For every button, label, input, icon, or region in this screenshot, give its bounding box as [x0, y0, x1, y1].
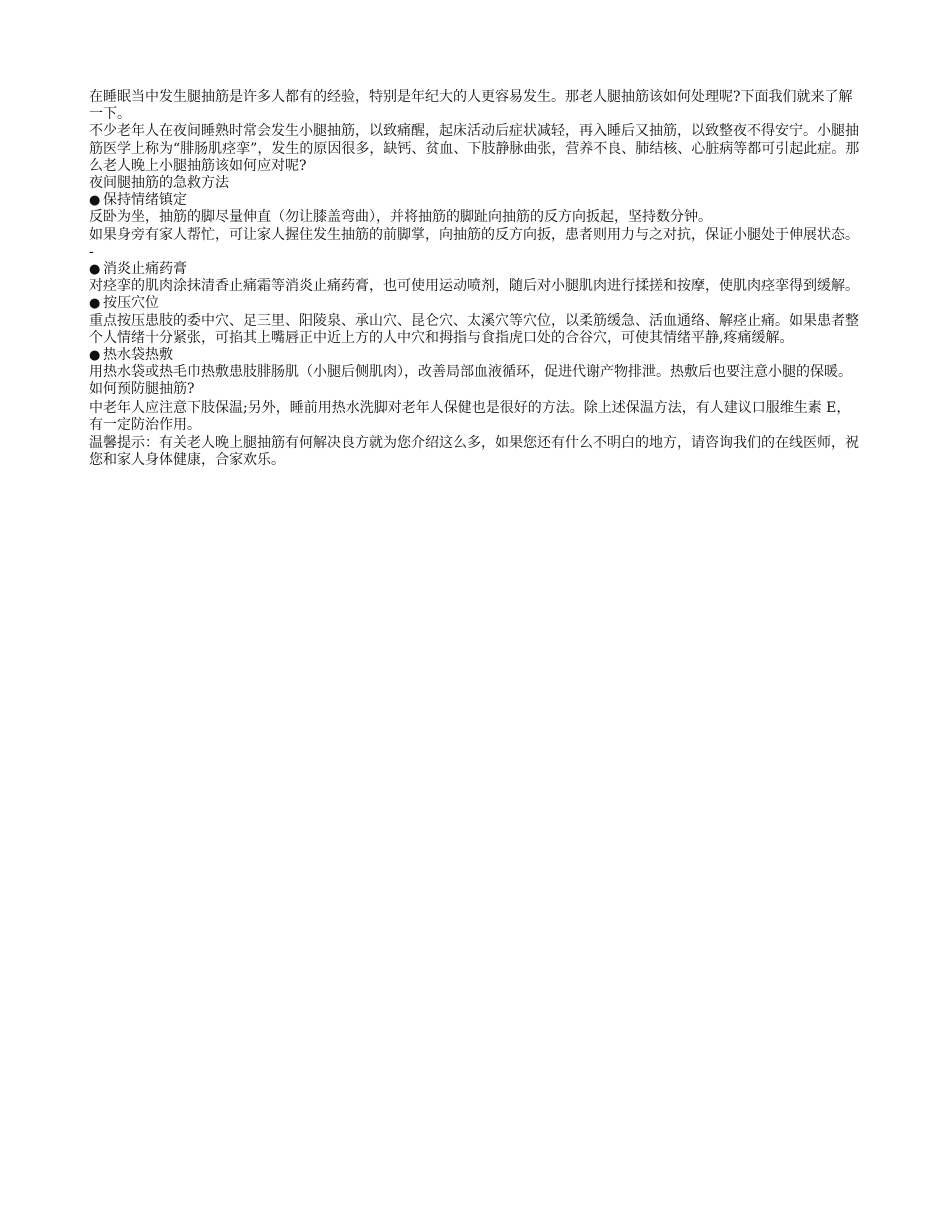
section-heading [89, 261, 861, 278]
section-heading [89, 295, 861, 312]
bullet-icon: ● [89, 296, 101, 312]
tips-paragraph: 温馨提示：有关老人晚上腿抽筋有何解决良方就为您介绍这么多，如果您还有什么不明白的地方，请咨询我们的在线医师，祝您和家人身体健康，合家欢乐。 [89, 435, 859, 469]
section-keep-calm [89, 192, 861, 261]
bullet-icon: ● [89, 348, 101, 364]
section-ointment [89, 261, 861, 295]
prevention-title: 如何预防腿抽筋? [89, 381, 195, 398]
section-paragraph: 反卧为坐，抽筋的脚尽量伸直（勿让膝盖弯曲），并将抽筋的脚趾向抽筋的反方向扳起，坚持数分钟。 [89, 209, 712, 226]
section-heading-text: 按压穴位 [103, 295, 159, 312]
section-acupoints [89, 295, 861, 347]
section-paragraph: 如果身旁有家人帮忙，可让家人握住发生抽筋的前脚掌，向抽筋的反方向扳，患者则用力与之对抗，保证小腿处于伸展状态。 - [89, 226, 859, 260]
section-hot-compress [89, 347, 861, 381]
background-paragraph: 不少老年人在夜间睡熟时常会发生小腿抽筋，以致痛醒，起床活动后症状减轻，再入睡后又抽筋，以致整夜不得安宁。小腿抽筋医学上称为“腓肠肌痉挛”，发生的原因很多，缺钙、贫血、下肢静脉曲张，营养不良、肺结核、心脏病等都可引起此症。那么老人晚上小腿抽筋该如何应对呢? [89, 123, 860, 174]
prevention-paragraph: 中老年人应注意下肢保温;另外，睡前用热水洗脚对老年人保健也是很好的方法。除上述保温方法，有人建议口服维生素 E，有一定防治作用。 [89, 399, 851, 433]
section-paragraph: 用热水袋或热毛巾热敷患肢腓肠肌（小腿后侧肌肉），改善局部血液循环，促进代谢产物排泄。热敷后也要注意小腿的保暖。 [89, 364, 852, 381]
section-heading [89, 347, 861, 364]
document-body [89, 89, 861, 469]
intro-paragraph: 在睡眠当中发生腿抽筋是许多人都有的经验，特别是年纪大的人更容易发生。那老人腿抽筋该如何处理呢?下面我们就来了解一下。 [89, 89, 853, 123]
section-heading-text: 消炎止痛药膏 [103, 261, 187, 278]
section-title: 夜间腿抽筋的急救方法 [89, 175, 229, 192]
bullet-icon: ● [89, 262, 101, 278]
section-paragraph: 对痉挛的肌肉涂抹清香止痛霜等消炎止痛药膏，也可使用运动喷剂，随后对小腿肌肉进行揉搓和按摩，使肌肉痉挛得到缓解。 [89, 278, 859, 295]
section-heading-text: 保持情绪镇定 [103, 192, 187, 209]
bullet-icon: ● [89, 193, 101, 209]
section-paragraph: 重点按压患肢的委中穴、足三里、阳陵泉、承山穴、昆仑穴、太溪穴等穴位，以柔筋缓急、活血通络、解痉止痛。如果患者整个人情绪十分紧张，可掐其上嘴唇正中近上方的人中穴和拇指与食指虎口处的合谷穴，可使其情绪平静,疼痛缓解。 [89, 312, 859, 346]
section-heading-text: 热水袋热敷 [103, 347, 173, 364]
section-heading [89, 192, 861, 209]
